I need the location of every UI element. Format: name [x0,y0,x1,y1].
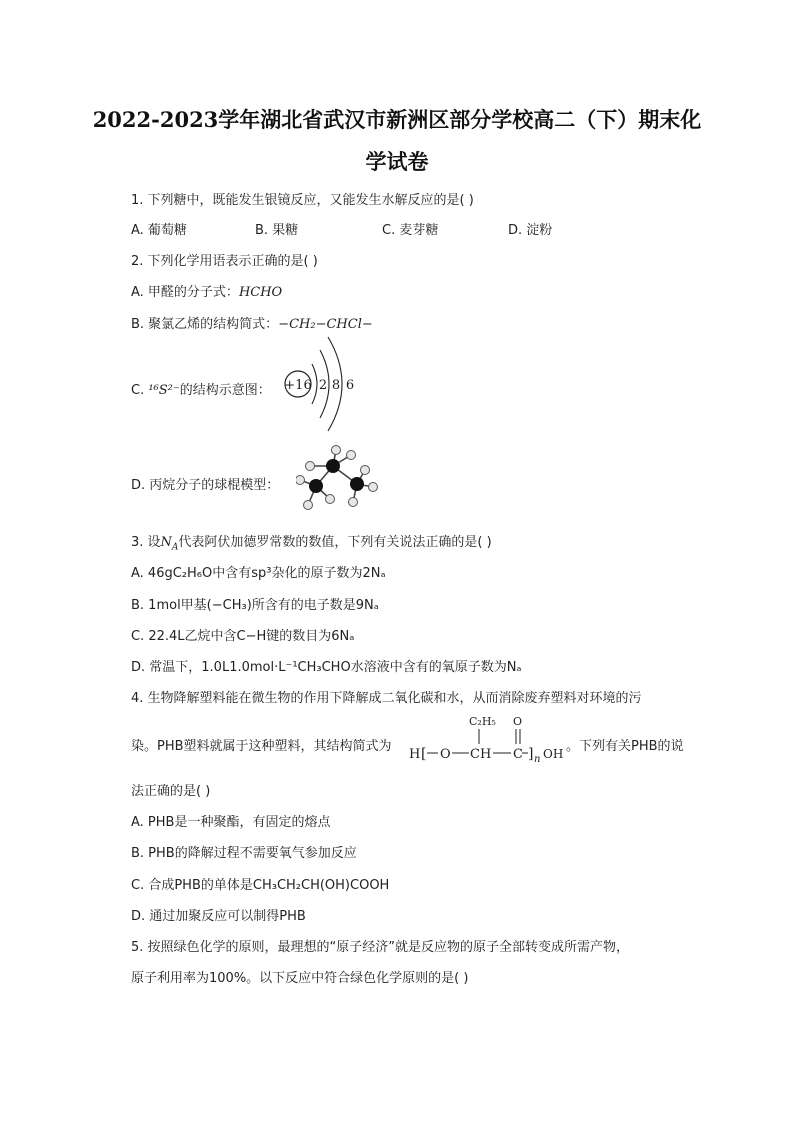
hydrogen-atom [347,451,356,460]
question-1-option-c: C. 麦芽糖 [382,223,439,238]
question-2-stem: 2. 下列化学用语表示正确的是( ) [131,254,318,269]
question-2-option-a-formula: HCHO [238,285,283,300]
question-4-stem-line2-pre: 染。PHB塑料就属于这种塑料，其结构简式为 [131,739,392,754]
question-3-option-b: B. 1mol甲基(−CH₃)所含有的电子数是9Nₐ [131,598,379,613]
formula-c: C [513,747,523,762]
formula-h: H [409,747,421,762]
formula-n: n [534,754,541,765]
question-2-option-a [131,281,282,300]
question-2-option-b-label: B. 聚氯乙烯的结构简式： [131,317,279,332]
question-3-option-c: C. 22.4L乙烷中含C−H键的数目为6Nₐ [131,629,355,644]
phb-structural-formula [407,713,567,765]
formula-ch: CH [470,747,492,762]
question-2-option-c-ion: ¹⁶S²⁻ [148,383,180,398]
question-4-stem-line1: 4. 生物降解塑料能在微生物的作用下降解成二氧化碳和水，从而消除废弃塑料对环境的污 [131,691,642,706]
question-4-option-a: A. PHB是一种聚酯，有固定的熔点 [131,815,331,830]
avogadro-subscript: A [171,542,179,553]
question-3-stem [131,531,492,553]
propane-ball-and-stick-model [296,442,386,514]
question-4-option-c: C. 合成PHB的单体是CH₃CH₂CH(OH)COOH [131,878,390,893]
question-5-stem-line2: 原子利用率为100%。以下反应中符合绿色化学原则的是( ) [131,971,469,986]
shell-1-electrons: 2 [318,378,328,393]
avogadro-symbol: N [160,535,172,550]
question-1-option-a: A. 葡萄糖 [131,223,187,238]
hydrogen-atom [296,476,305,485]
svg-text:[: [ [421,746,427,762]
question-4-option-d: D. 通过加聚反应可以制得PHB [131,909,306,924]
question-1-option-b: B. 果糖 [255,223,299,238]
question-2-option-d: D. 丙烷分子的球棍模型： [131,478,280,493]
question-4-option-b: B. PHB的降解过程不需要氧气参加反应 [131,846,357,861]
exam-title-line2: 学试卷 [365,149,429,174]
formula-o: O [440,747,451,762]
exam-title-line1: 2022-2023学年湖北省武汉市新洲区部分学校高二（下）期末化 [92,107,702,132]
hydrogen-atom [349,498,358,507]
question-4-stem-line2-post: 。下列有关PHB的说 [566,739,684,754]
carbon-atom [326,459,340,473]
formula-ethyl: C₂H₅ [469,715,496,728]
sulfide-ion-structure-diagram [280,335,360,435]
question-5-stem-line1: 5. 按照绿色化学的原则，最理想的“原子经济”就是反应物的原子全部转变成所需产物， [131,940,630,955]
nucleus-charge: +16 [284,378,312,393]
carbon-atom [350,477,364,491]
electron-shell-1 [312,364,317,404]
svg-text:]: ] [528,746,534,762]
question-2-option-b-formula: −CH₂−CHCl− [278,317,373,332]
question-2-option-c-label: C. [131,383,149,398]
question-3-option-a: A. 46gC₂H₆O中含有sp³杂化的原子数为2Nₐ [131,566,386,581]
question-3-stem-post: 代表阿伏加德罗常数的数值，下列有关说法正确的是( ) [178,535,492,550]
hydrogen-atom [306,462,315,471]
question-3-option-d: D. 常温下，1.0L1.0mol·L⁻¹CH₃CHO水溶液中含有的氧原子数为Nₐ [131,660,522,675]
shell-3-electrons: 6 [345,378,355,393]
question-3-stem-pre: 3. 设 [131,535,161,550]
hydrogen-atom [326,495,335,504]
question-1-stem: 1. 下列糖中，既能发生银镜反应，又能发生水解反应的是( ) [131,193,474,208]
formula-oh: OH [543,747,564,761]
question-2-option-a-label: A. 甲醛的分子式： [131,285,239,300]
shell-2-electrons: 8 [331,378,341,393]
hydrogen-atom [361,466,370,475]
formula-carbonyl-o: O [513,715,523,728]
question-4-stem-line3: 法正确的是( ) [131,784,211,799]
hydrogen-atom [369,483,378,492]
hydrogen-atom [332,446,341,455]
question-2-option-b [131,313,373,332]
question-1-option-d: D. 淀粉 [508,223,553,238]
question-2-option-c [131,379,271,398]
hydrogen-atom [304,501,313,510]
question-2-option-c-tail: 的结构示意图： [179,383,271,398]
carbon-atom [309,479,323,493]
